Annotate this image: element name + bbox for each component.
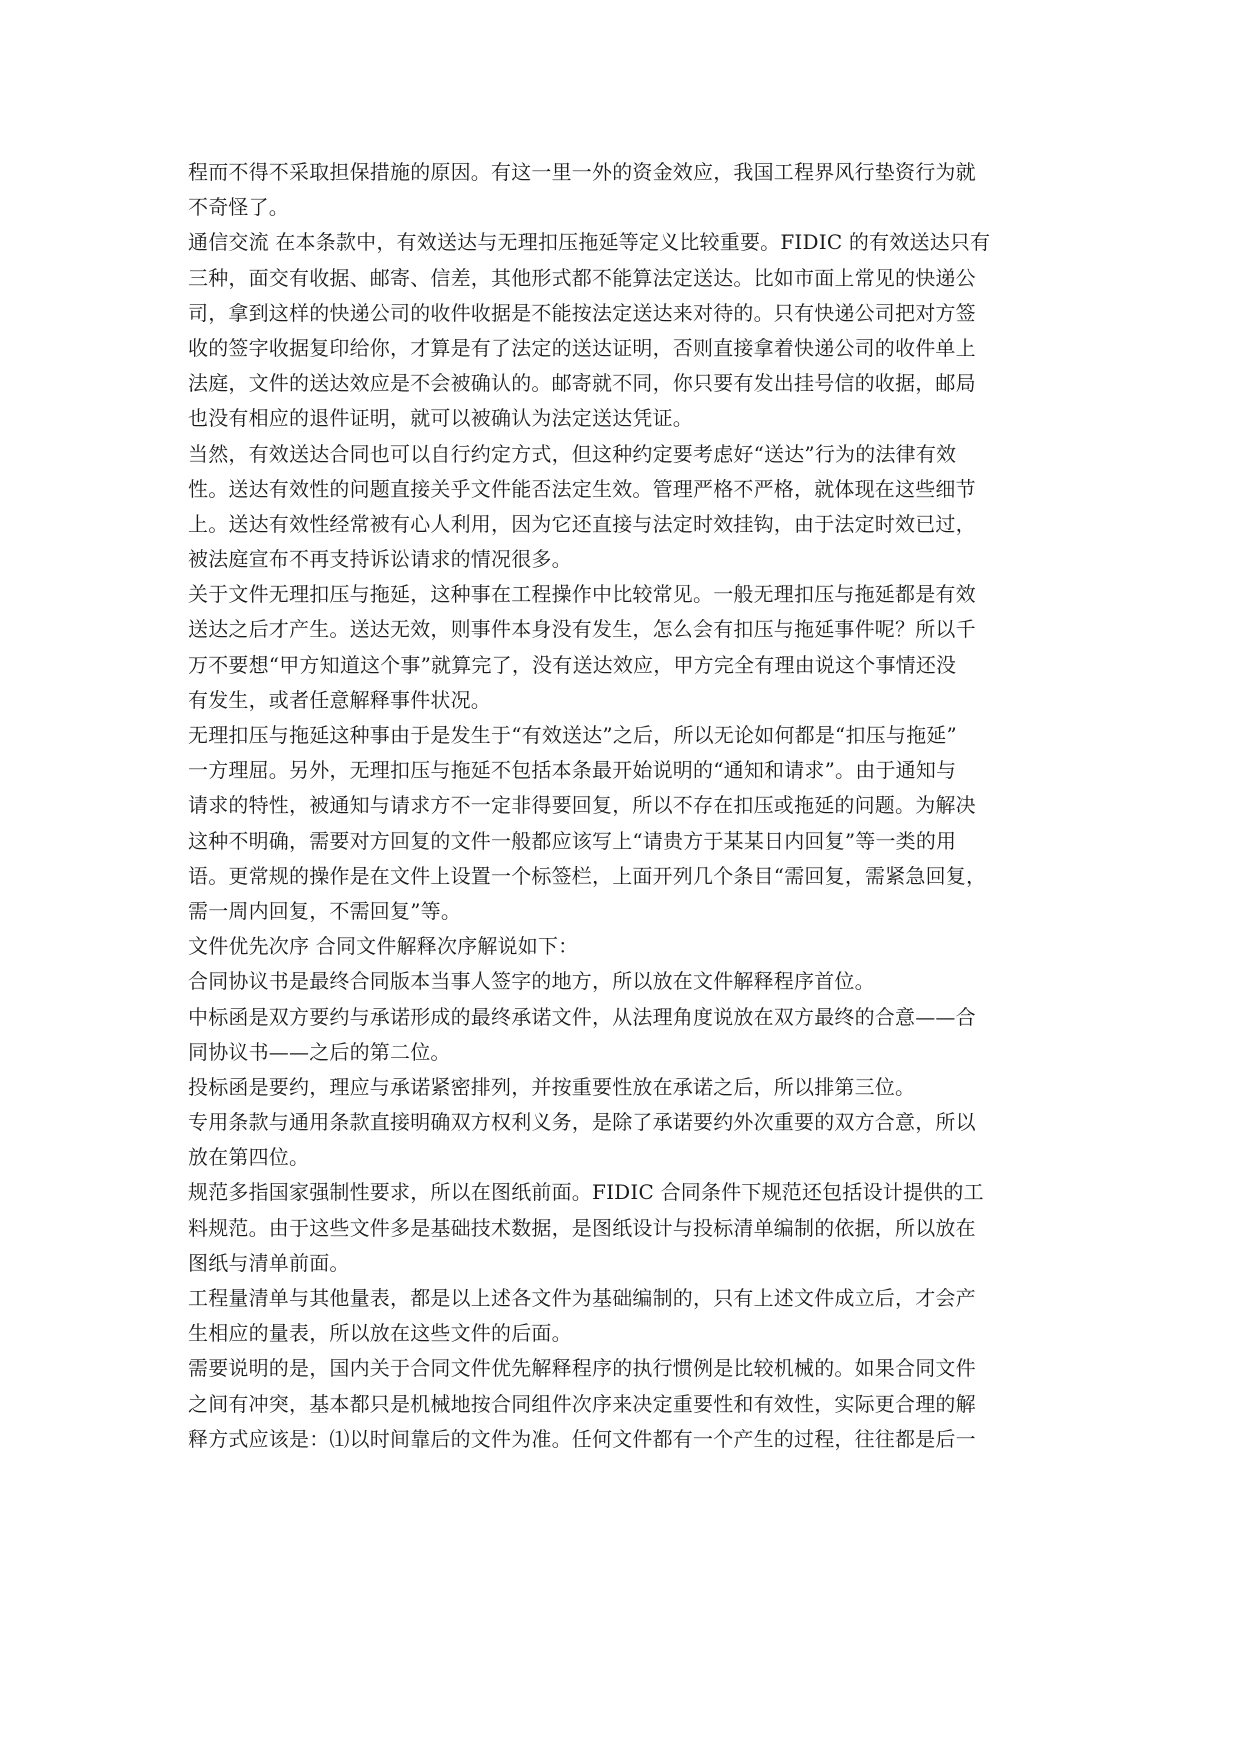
text-line: 同协议书——之后的第二位。: [188, 1039, 451, 1064]
text-line: 程而不得不采取担保措施的原因。有这一里一外的资金效应，我国工程界风行垫资行为就: [188, 160, 976, 184]
text-line: 请求的特性，被通知与请求方不一定非得要回复，所以不存在扣压或拖延的问题。为解决: [188, 793, 976, 818]
text-line: 需一周内回复，不需回复”等。: [188, 898, 462, 923]
text-line: 上。送达有效性经常被有心人利用，因为它还直接与法定时效挂钩，由于法定时效已过，: [188, 511, 976, 536]
text-line: 不奇怪了。: [188, 195, 289, 220]
text-line: 关于文件无理扣压与拖延，这种事在工程操作中比较常见。一般无理扣压与拖延都是有效: [188, 582, 976, 607]
text-line: 这种不明确，需要对方回复的文件一般都应该写上“请贵方于某某日内回复”等一类的用: [188, 828, 957, 853]
text-line: 规范多指国家强制性要求，所以在图纸前面。FIDIC 合同条件下规范还包括设计提供的工: [188, 1180, 984, 1205]
text-line: 三种，面交有收据、邮寄、信差，其他形式都不能算法定送达。比如市面上常见的快递公: [188, 265, 976, 290]
text-line: 合同协议书是最终合同版本当事人签字的地方，所以放在文件解释程序首位。: [188, 969, 875, 994]
text-line: 图纸与清单前面。: [188, 1250, 350, 1275]
text-line: 之间有冲突，基本都只是机械地按合同组件次序来决定重要性和有效性，实际更合理的解: [188, 1391, 976, 1416]
document-body: [188, 155, 1058, 1457]
text-line: 司，拿到这样的快递公司的收件收据是不能按法定送达来对待的。只有快递公司把对方签: [188, 300, 976, 325]
text-line: 万不要想“甲方知道这个事”就算完了，没有送达效应，甲方完全有理由说这个事情还没: [188, 652, 957, 677]
text-line: 收的签字收据复印给你，才算是有了法定的送达证明，否则直接拿着快递公司的收件单上: [188, 335, 976, 360]
text-line: 当然，有效送达合同也可以自行约定方式，但这种约定要考虑好“送达”行为的法律有效: [188, 441, 957, 466]
text-line: 专用条款与通用条款直接明确双方权利义务，是除了承诺要约外次重要的双方合意，所以: [188, 1110, 976, 1135]
text-line: 法庭，文件的送达效应是不会被确认的。邮寄就不同，你只要有发出挂号信的收据，邮局: [188, 371, 976, 396]
text-line: 生相应的量表，所以放在这些文件的后面。: [188, 1321, 572, 1346]
text-line: 语。更常规的操作是在文件上设置一个标签栏，上面开列几个条目“需回复，需紧急回复，: [188, 863, 987, 888]
text-line: 工程量清单与其他量表，都是以上述各文件为基础编制的，只有上述文件成立后，才会产: [188, 1286, 976, 1310]
text-line: 投标函是要约，理应与承诺紧密排列，并按重要性放在承诺之后，所以排第三位。: [188, 1074, 916, 1099]
text-line: 被法庭宣布不再支持诉讼请求的情况很多。: [188, 547, 572, 572]
text-line: 有发生，或者任意解释事件状况。: [188, 687, 491, 712]
text-line: 文件优先次序 合同文件解释次序解说如下：: [188, 934, 579, 959]
text-line: 送达之后才产生。送达无效，则事件本身没有发生，怎么会有扣压与拖延事件呢？所以千: [188, 617, 976, 642]
text-line: 也没有相应的退件证明，就可以被确认为法定送达凭证。: [188, 406, 693, 431]
text-line: 一方理屈。另外，无理扣压与拖延不包括本条最开始说明的“通知和请求”。由于通知与: [188, 758, 957, 783]
text-line: 中标函是双方要约与承诺形成的最终承诺文件，从法理角度说放在双方最终的合意——合: [188, 1004, 976, 1029]
text-line: 料规范。由于这些文件多是基础技术数据，是图纸设计与投标清单编制的依据，所以放在: [188, 1215, 976, 1240]
text-line: 需要说明的是，国内关于合同文件优先解释程序的执行惯例是比较机械的。如果合同文件: [188, 1356, 976, 1381]
text-line: 释方式应该是：⑴以时间靠后的文件为准。任何文件都有一个产生的过程，往往都是后一: [188, 1426, 976, 1451]
text-line: 放在第四位。: [188, 1145, 310, 1170]
text-line: 通信交流 在本条款中，有效送达与无理扣压拖延等定义比较重要。FIDIC 的有效送达只有: [188, 230, 991, 255]
text-line: 性。送达有效性的问题直接关乎文件能否法定生效。管理严格不严格，就体现在这些细节: [188, 476, 976, 501]
text-line: 无理扣压与拖延这种事由于是发生于“有效送达”之后，所以无论如何都是“扣压与拖延”: [188, 723, 957, 747]
